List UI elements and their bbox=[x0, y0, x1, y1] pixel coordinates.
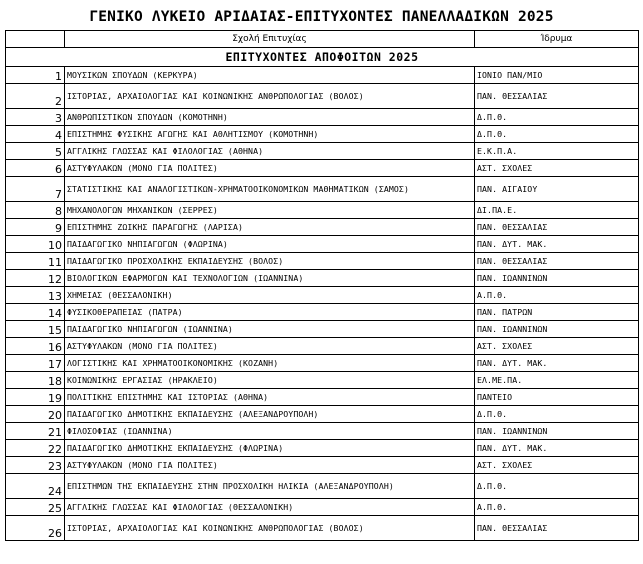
institution-name: ΠΑΝ. ΘΕΣΣΑΛΙΑΣ bbox=[475, 84, 639, 109]
table-row bbox=[6, 177, 639, 202]
header-school: Σχολή Επιτυχίας bbox=[65, 31, 475, 48]
school-name: ΠΑΙΔΑΓΩΓΙΚΟ ΔΗΜΟΤΙΚΗΣ ΕΚΠΑΙΔΕΥΣΗΣ (ΦΛΩΡΙΝΑ) bbox=[65, 440, 475, 457]
school-name: ΑΓΓΛΙΚΗΣ ΓΛΩΣΣΑΣ ΚΑΙ ΦΙΛΟΛΟΓΙΑΣ (ΑΘΗΝΑ) bbox=[65, 143, 475, 160]
table-row bbox=[6, 84, 639, 109]
school-name: ΑΝΘΡΩΠΙΣΤΙΚΩΝ ΣΠΟΥΔΩΝ (ΚΟΜΟΤΗΝΗ) bbox=[65, 109, 475, 126]
institution-name: ΠΑΝ. ΠΑΤΡΩΝ bbox=[475, 304, 639, 321]
institution-name: ΠΑΝ. ΔΥΤ. ΜΑΚ. bbox=[475, 236, 639, 253]
school-name: ΜΗΧΑΝΟΛΟΓΩΝ ΜΗΧΑΝΙΚΩΝ (ΣΕΡΡΕΣ) bbox=[65, 202, 475, 219]
page-title: ΓΕΝΙΚΟ ΛΥΚΕΙΟ ΑΡΙΔΑΙΑΣ-ΕΠΙΤΥΧΟΝΤΕΣ ΠΑΝΕΛΛΑΔΙΚΩΝ 2025 bbox=[89, 9, 554, 25]
table-row bbox=[6, 389, 639, 406]
row-number: 15 bbox=[6, 321, 65, 338]
institution-name: ΠΑΝ. ΔΥΤ. ΜΑΚ. bbox=[475, 355, 639, 372]
results-table bbox=[5, 30, 639, 541]
school-name: ΛΟΓΙΣΤΙΚΗΣ ΚΑΙ ΧΡΗΜΑΤΟΟΙΚΟΝΟΜΙΚΗΣ (ΚΟΖΑΝΗ) bbox=[65, 355, 475, 372]
school-name: ΑΣΤΥΦΥΛΑΚΩΝ (ΜΟΝΟ ΓΙΑ ΠΟΛΙΤΕΣ) bbox=[65, 338, 475, 355]
table-row bbox=[6, 355, 639, 372]
institution-name: ΠΑΝ. ΙΩΑΝΝΙΝΩΝ bbox=[475, 270, 639, 287]
row-number: 20 bbox=[6, 406, 65, 423]
institution-name: ΑΣΤ. ΣΧΟΛΕΣ bbox=[475, 457, 639, 474]
school-name: ΜΟΥΣΙΚΩΝ ΣΠΟΥΔΩΝ (ΚΕΡΚΥΡΑ) bbox=[65, 67, 475, 84]
table-row bbox=[6, 126, 639, 143]
row-number: 11 bbox=[6, 253, 65, 270]
institution-name: Δ.Π.Θ. bbox=[475, 109, 639, 126]
school-name: ΠΟΛΙΤΙΚΗΣ ΕΠΙΣΤΗΜΗΣ ΚΑΙ ΙΣΤΟΡΙΑΣ (ΑΘΗΝΑ) bbox=[65, 389, 475, 406]
results-table-body bbox=[6, 31, 639, 541]
school-name: ΠΑΙΔΑΓΩΓΙΚΟ ΝΗΠΙΑΓΩΓΩΝ (ΙΩΑΝΝΙΝΑ) bbox=[65, 321, 475, 338]
school-name: ΙΣΤΟΡΙΑΣ, ΑΡΧΑΙΟΛΟΓΙΑΣ ΚΑΙ ΚΟΙΝΩΝΙΚΗΣ ΑΝΘΡΩΠΟΛΟΓΙΑΣ (ΒΟΛΟΣ) bbox=[65, 516, 475, 541]
row-number: 19 bbox=[6, 389, 65, 406]
row-number: 12 bbox=[6, 270, 65, 287]
row-number: 2 bbox=[6, 84, 65, 109]
table-row bbox=[6, 270, 639, 287]
school-name: ΑΣΤΥΦΥΛΑΚΩΝ (ΜΟΝΟ ΓΙΑ ΠΟΛΙΤΕΣ) bbox=[65, 160, 475, 177]
school-name: ΠΑΙΔΑΓΩΓΙΚΟ ΝΗΠΙΑΓΩΓΩΝ (ΦΛΩΡΙΝΑ) bbox=[65, 236, 475, 253]
table-row bbox=[6, 109, 639, 126]
institution-name: Δ.Π.Θ. bbox=[475, 406, 639, 423]
row-number: 8 bbox=[6, 202, 65, 219]
header-institution: Ίδρυμα bbox=[475, 31, 639, 48]
institution-name: Δ.Π.Θ. bbox=[475, 126, 639, 143]
institution-name: ΑΣΤ. ΣΧΟΛΕΣ bbox=[475, 160, 639, 177]
row-number: 24 bbox=[6, 474, 65, 499]
institution-name: ΠΑΝ. ΙΩΑΝΝΙΝΩΝ bbox=[475, 423, 639, 440]
institution-name: ΑΣΤ. ΣΧΟΛΕΣ bbox=[475, 338, 639, 355]
table-row bbox=[6, 160, 639, 177]
school-name: ΑΓΓΛΙΚΗΣ ΓΛΩΣΣΑΣ ΚΑΙ ΦΙΛΟΛΟΓΙΑΣ (ΘΕΣΣΑΛΟΝΙΚΗ) bbox=[65, 499, 475, 516]
row-number: 7 bbox=[6, 177, 65, 202]
row-number: 17 bbox=[6, 355, 65, 372]
table-row bbox=[6, 287, 639, 304]
table-row bbox=[6, 440, 639, 457]
school-name: ΦΥΣΙΚΟΘΕΡΑΠΕΙΑΣ (ΠΑΤΡΑ) bbox=[65, 304, 475, 321]
school-name: ΦΙΛΟΣΟΦΙΑΣ (ΙΩΑΝΝΙΝΑ) bbox=[65, 423, 475, 440]
school-name: ΣΤΑΤΙΣΤΙΚΗΣ ΚΑΙ ΑΝΑΛΟΓΙΣΤΙΚΩΝ-ΧΡΗΜΑΤΟΟΙΚΟΝΟΜΙΚΩΝ ΜΑΘΗΜΑΤΙΚΩΝ (ΣΑΜΟΣ) bbox=[65, 177, 475, 202]
table-row bbox=[6, 516, 639, 541]
school-name: ΠΑΙΔΑΓΩΓΙΚΟ ΔΗΜΟΤΙΚΗΣ ΕΚΠΑΙΔΕΥΣΗΣ (ΑΛΕΞΑΝΔΡΟΥΠΟΛΗ) bbox=[65, 406, 475, 423]
row-number: 14 bbox=[6, 304, 65, 321]
table-row bbox=[6, 253, 639, 270]
table-row bbox=[6, 406, 639, 423]
table-row bbox=[6, 499, 639, 516]
institution-name: Α.Π.Θ. bbox=[475, 287, 639, 304]
table-row bbox=[6, 143, 639, 160]
institution-name: ΠΑΝΤΕΙΟ bbox=[475, 389, 639, 406]
row-number: 26 bbox=[6, 516, 65, 541]
school-name: ΙΣΤΟΡΙΑΣ, ΑΡΧΑΙΟΛΟΓΙΑΣ ΚΑΙ ΚΟΙΝΩΝΙΚΗΣ ΑΝΘΡΩΠΟΛΟΓΙΑΣ (ΒΟΛΟΣ) bbox=[65, 84, 475, 109]
table-row bbox=[6, 219, 639, 236]
institution-name: ΙΟΝΙΟ ΠΑΝ/ΜΙΟ bbox=[475, 67, 639, 84]
table-row bbox=[6, 67, 639, 84]
school-name: ΒΙΟΛΟΓΙΚΩΝ ΕΦΑΡΜΟΓΩΝ ΚΑΙ ΤΕΧΝΟΛΟΓΙΩΝ (ΙΩΑΝΝΙΝΑ) bbox=[65, 270, 475, 287]
table-row bbox=[6, 423, 639, 440]
row-number: 22 bbox=[6, 440, 65, 457]
section-title: ΕΠΙΤΥΧΟΝΤΕΣ ΑΠΟΦΟΙΤΩΝ 2025 bbox=[6, 48, 639, 67]
table-row bbox=[6, 236, 639, 253]
row-number: 25 bbox=[6, 499, 65, 516]
header-number-cell bbox=[6, 31, 65, 48]
school-name: ΧΗΜΕΙΑΣ (ΘΕΣΣΑΛΟΝΙΚΗ) bbox=[65, 287, 475, 304]
school-name: ΚΟΙΝΩΝΙΚΗΣ ΕΡΓΑΣΙΑΣ (ΗΡΑΚΛΕΙΟ) bbox=[65, 372, 475, 389]
row-number: 18 bbox=[6, 372, 65, 389]
table-row bbox=[6, 474, 639, 499]
institution-name: ΔΙ.ΠΑ.Ε. bbox=[475, 202, 639, 219]
institution-name: Ε.Κ.Π.Α. bbox=[475, 143, 639, 160]
row-number: 5 bbox=[6, 143, 65, 160]
institution-name: Δ.Π.Θ. bbox=[475, 474, 639, 499]
school-name: ΠΑΙΔΑΓΩΓΙΚΟ ΠΡΟΣΧΟΛΙΚΗΣ ΕΚΠΑΙΔΕΥΣΗΣ (ΒΟΛΟΣ) bbox=[65, 253, 475, 270]
row-number: 9 bbox=[6, 219, 65, 236]
row-number: 3 bbox=[6, 109, 65, 126]
row-number: 6 bbox=[6, 160, 65, 177]
table-row bbox=[6, 372, 639, 389]
table-row bbox=[6, 304, 639, 321]
institution-name: ΠΑΝ. ΙΩΑΝΝΙΝΩΝ bbox=[475, 321, 639, 338]
institution-name: ΕΛ.ΜΕ.ΠΑ. bbox=[475, 372, 639, 389]
table-row bbox=[6, 202, 639, 219]
section-title-row bbox=[6, 48, 639, 67]
school-name: ΕΠΙΣΤΗΜΩΝ ΤΗΣ ΕΚΠΑΙΔΕΥΣΗΣ ΣΤΗΝ ΠΡΟΣΧΟΛΙΚΗ ΗΛΙΚΙΑ (ΑΛΕΞΑΝΔΡΟΥΠΟΛΗ) bbox=[65, 474, 475, 499]
row-number: 10 bbox=[6, 236, 65, 253]
row-number: 16 bbox=[6, 338, 65, 355]
school-name: ΕΠΙΣΤΗΜΗΣ ΖΩΙΚΗΣ ΠΑΡΑΓΩΓΗΣ (ΛΑΡΙΣΑ) bbox=[65, 219, 475, 236]
school-name: ΑΣΤΥΦΥΛΑΚΩΝ (ΜΟΝΟ ΓΙΑ ΠΟΛΙΤΕΣ) bbox=[65, 457, 475, 474]
row-number: 4 bbox=[6, 126, 65, 143]
row-number: 1 bbox=[6, 67, 65, 84]
institution-name: ΠΑΝ. ΔΥΤ. ΜΑΚ. bbox=[475, 440, 639, 457]
table-row bbox=[6, 457, 639, 474]
table-row bbox=[6, 321, 639, 338]
row-number: 13 bbox=[6, 287, 65, 304]
institution-name: ΠΑΝ. ΘΕΣΣΑΛΙΑΣ bbox=[475, 253, 639, 270]
institution-name: Α.Π.Θ. bbox=[475, 499, 639, 516]
institution-name: ΠΑΝ. ΑΙΓΑΙΟΥ bbox=[475, 177, 639, 202]
institution-name: ΠΑΝ. ΘΕΣΣΑΛΙΑΣ bbox=[475, 516, 639, 541]
school-name: ΕΠΙΣΤΗΜΗΣ ΦΥΣΙΚΗΣ ΑΓΩΓΗΣ ΚΑΙ ΑΘΛΗΤΙΣΜΟΥ (ΚΟΜΟΤΗΝΗ) bbox=[65, 126, 475, 143]
table-row bbox=[6, 338, 639, 355]
table-header-row bbox=[6, 31, 639, 48]
row-number: 21 bbox=[6, 423, 65, 440]
row-number: 23 bbox=[6, 457, 65, 474]
institution-name: ΠΑΝ. ΘΕΣΣΑΛΙΑΣ bbox=[475, 219, 639, 236]
